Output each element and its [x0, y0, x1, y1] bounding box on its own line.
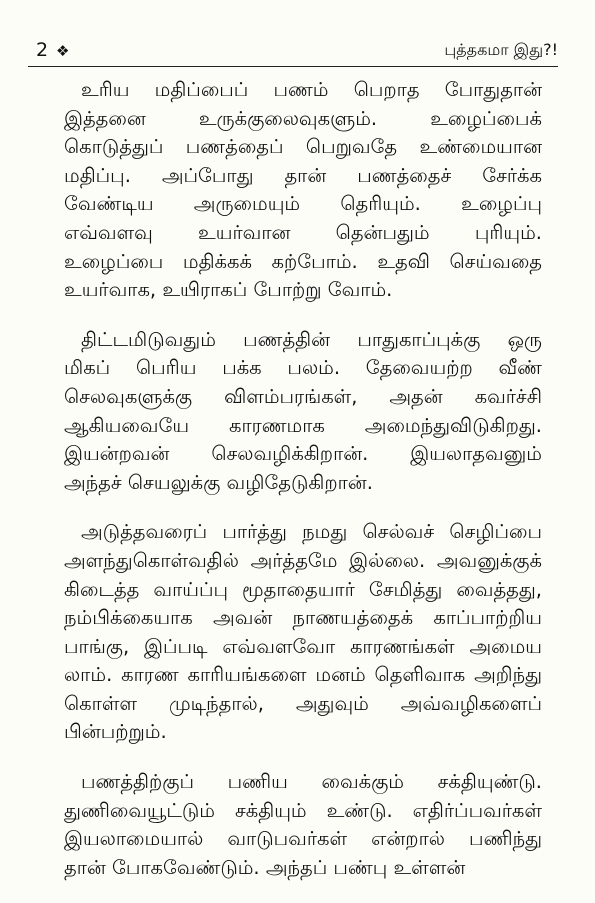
text-line: பணத்திற்குப் பணிய வைக்கும் சக்தியுண்டு.	[81, 770, 542, 794]
text-line: இத்தனை உருக்குலைவுகளும். உழைப்பைக்	[64, 106, 542, 130]
text-line: உழைப்பை மதிக்கக் கற்போம். உதவி செய்வதை	[64, 249, 542, 273]
paragraph	[64, 76, 542, 305]
text-line: வேண்டிய அருமையும் தெரியும். உழைப்பு	[64, 192, 542, 216]
text-line: அந்தச் செயலுக்கு வழிதேடுகிறான்.	[64, 470, 373, 494]
text-line: இயன்றவன் செலவழிக்கிறான். இயலாதவனும்	[64, 442, 542, 466]
text-line: ஆகியவையே காரணமாக அமைந்துவிடுகிறது.	[64, 413, 542, 437]
text-line: மதிப்பு. அப்போது தான் பணத்தைச் சேர்க்க	[64, 163, 542, 187]
text-line: லாம். காரண காரியங்களை மனம் தெளிவாக அறிந்து	[64, 663, 542, 687]
text-line: மிகப் பெரிய பக்க பலம். தேவையற்ற வீண்	[64, 356, 542, 380]
text-line: உரிய மதிப்பைப் பணம் பெறாத போதுதான்	[81, 78, 542, 101]
text-line: செலவுகளுக்கு விளம்பரங்கள், அதன் கவர்ச்சி	[64, 384, 542, 408]
text-line: நம்பிக்கையாக அவன் நாணயத்தைக் காப்பாற்றிய	[64, 606, 542, 630]
page-number: 2	[36, 39, 49, 61]
text-line: எவ்வளவு உயர்வான தென்பதும் புரியும்.	[64, 220, 542, 244]
text-line: திட்டமிடுவதும் பணத்தின் பாதுகாப்புக்கு ஒரு	[81, 327, 542, 351]
paragraph	[64, 768, 542, 882]
text-line: அடுத்தவரைப் பார்த்து நமது செல்வச் செழிப்பை	[81, 520, 542, 544]
header-divider	[28, 66, 558, 67]
text-line: இயலாமையால் வாடுபவர்கள் என்றால் பணிந்து	[64, 827, 542, 851]
text-line: தான் போகவேண்டும். அந்தப் பண்பு உள்ளன்	[64, 855, 466, 879]
page-header	[28, 38, 558, 64]
text-line: துணிவையூட்டும் சக்தியும் உண்டு. எதிர்ப்பவர்கள்	[64, 798, 542, 822]
text-line: கிடைத்த வாய்ப்பு மூதாதையார் சேமித்து வைத்தது,	[64, 577, 542, 601]
body-text	[64, 76, 542, 903]
text-line: பின்பற்றும்.	[64, 720, 167, 744]
text-line: கொடுத்துப் பணத்தைப் பெறுவதே உண்மையான	[64, 135, 542, 159]
text-line: அளந்துகொள்வதில் அர்த்தமே இல்லை. அவனுக்குக்	[64, 548, 542, 572]
text-line: உயர்வாக, உயிராகப் போற்று வோம்.	[64, 278, 393, 302]
ornament-icon: ❖	[56, 42, 70, 60]
text-line: பாங்கு, இப்படி எவ்வளவோ காரணங்கள் அமைய	[64, 634, 542, 658]
paragraph	[64, 326, 542, 498]
text-line: கொள்ள முடிந்தால், அதுவும் அவ்வழிகளைப்	[64, 691, 542, 715]
paragraph	[64, 518, 542, 747]
book-title: புத்தகமா இது?!	[444, 40, 558, 59]
